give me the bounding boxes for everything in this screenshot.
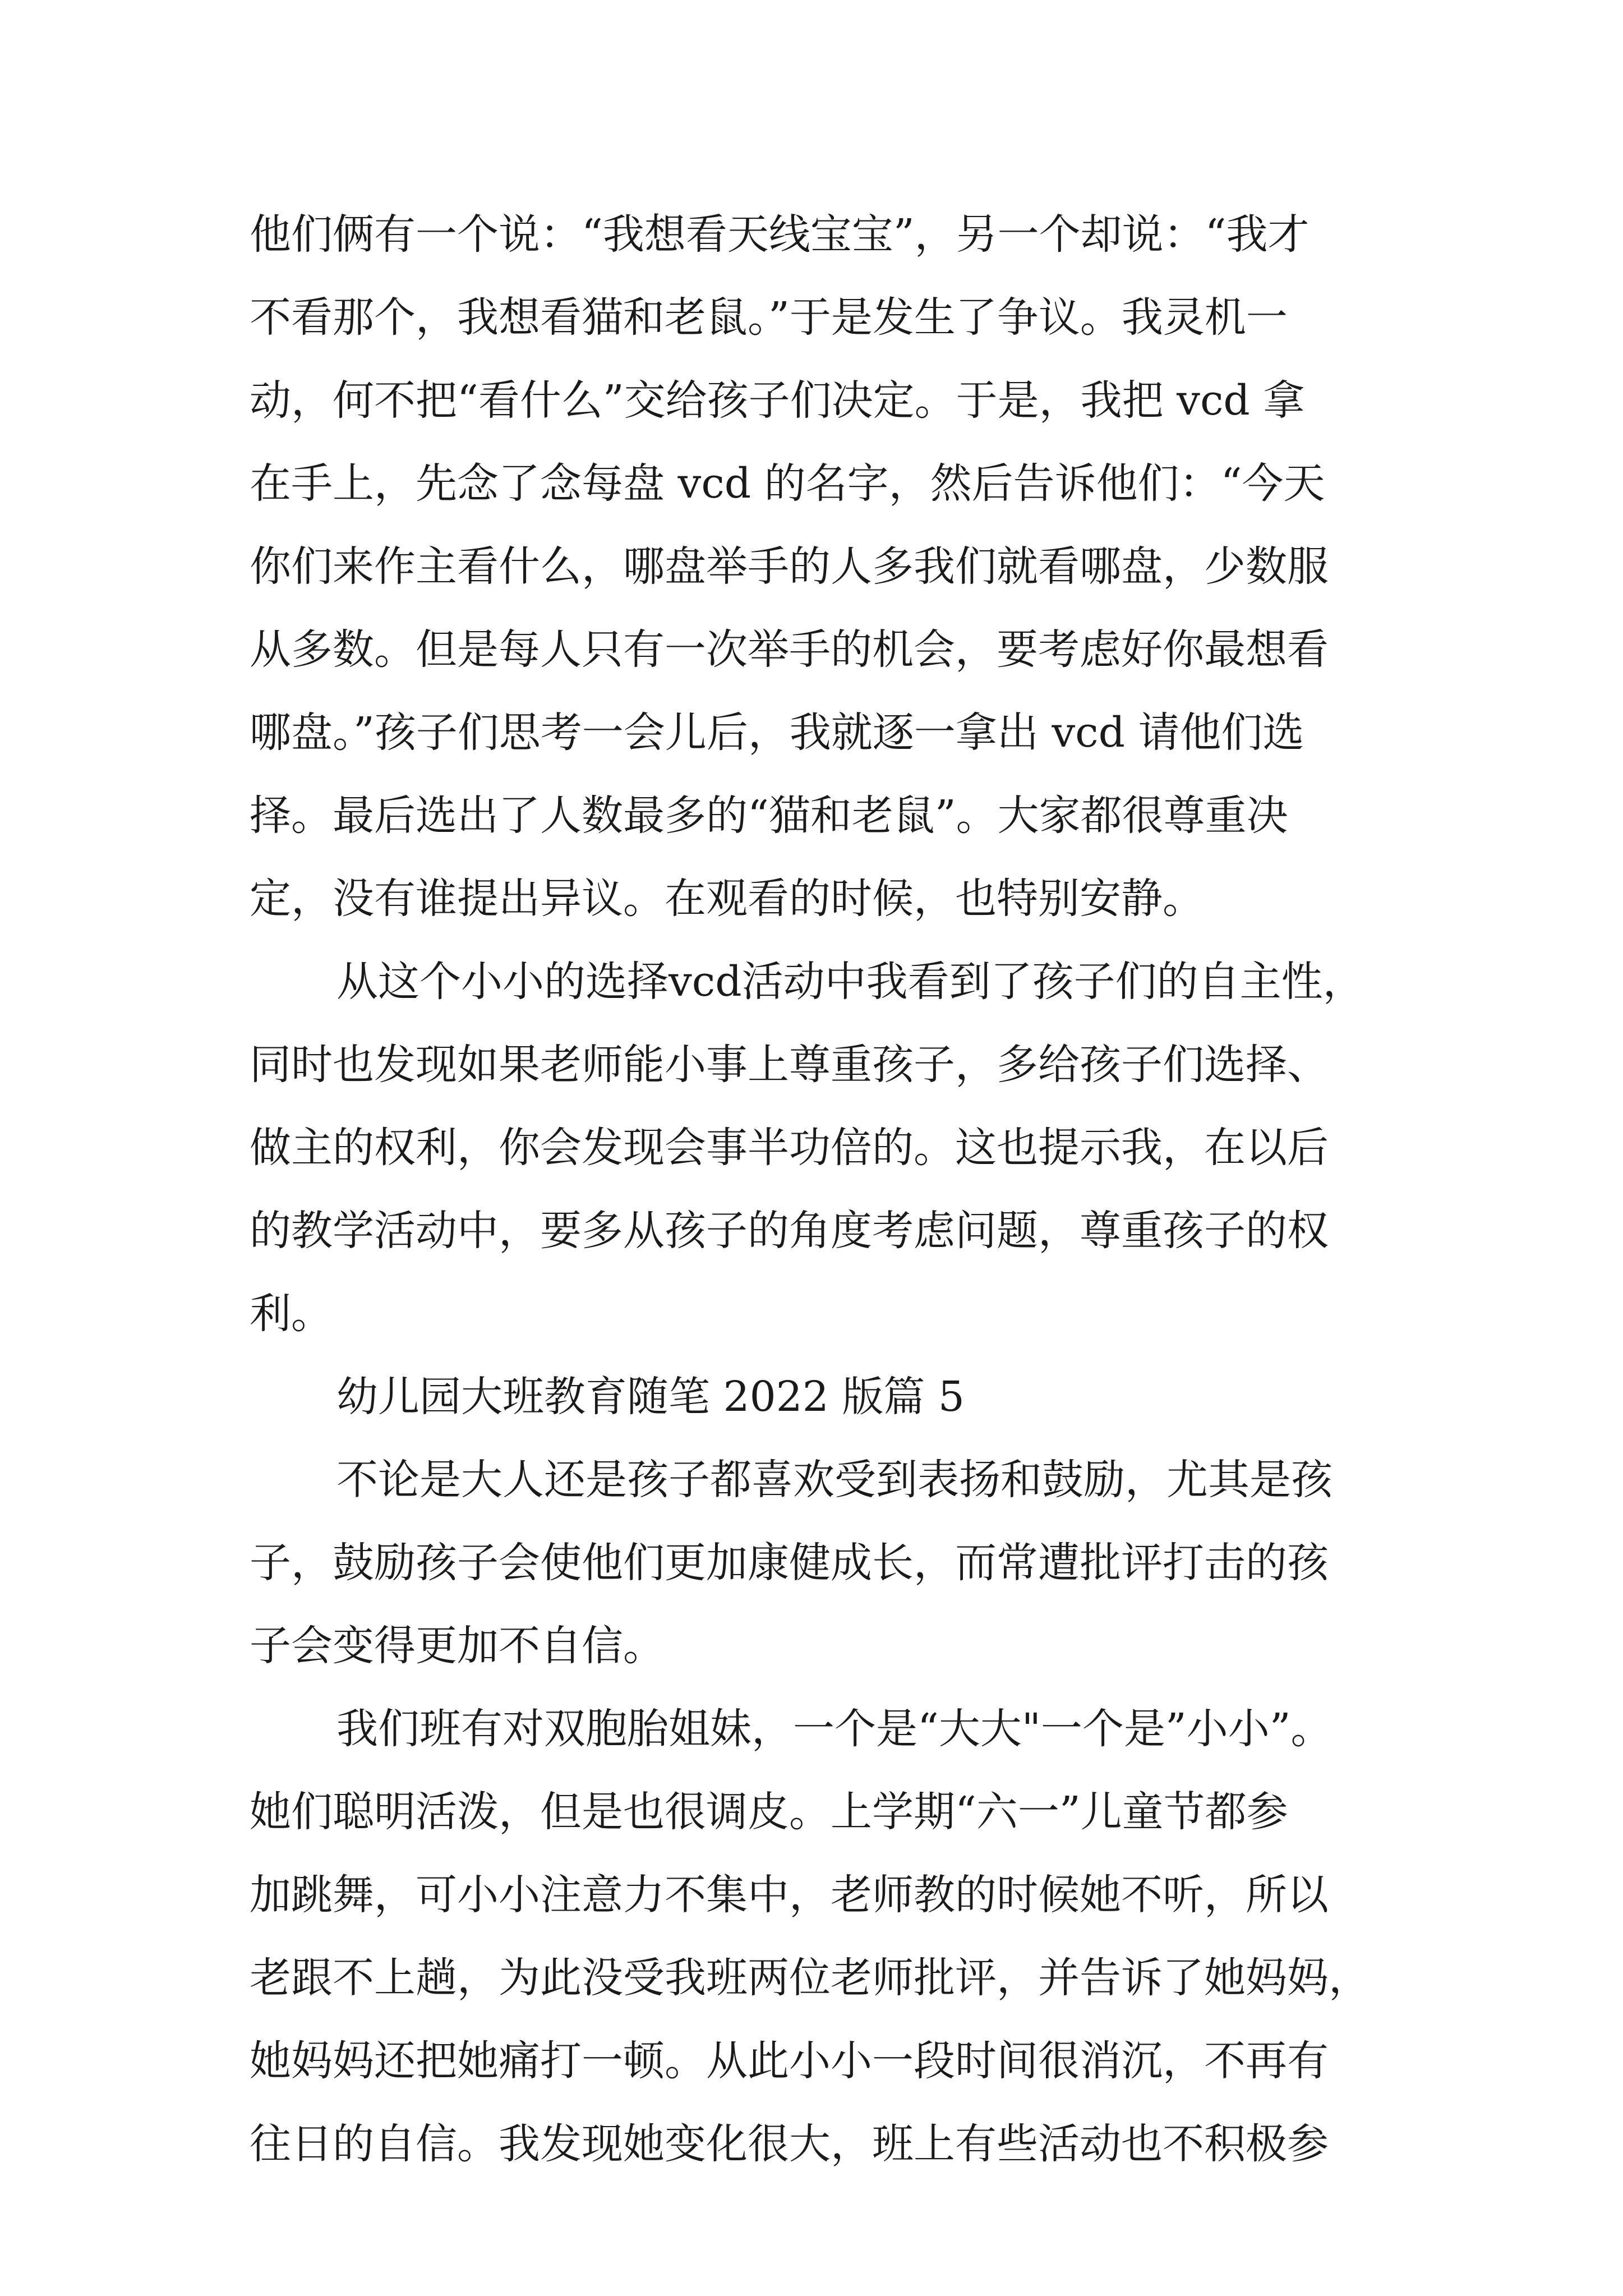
text-line: 她们聪明活泼，但是也很调皮。上学期“六一”儿童节都参 — [250, 1788, 1288, 1836]
text-line: 利。 — [250, 1290, 333, 1338]
text-line: 往日的自信。我发现她变化很大，班上有些活动也不积极参 — [250, 2120, 1329, 2168]
paragraph-first-line: 从这个小小的选择vcd活动中我看到了孩子们的自主性， — [336, 958, 1364, 1006]
text-line: 他们俩有一个说：“我想看天线宝宝”，另一个却说：“我才 — [250, 210, 1310, 259]
text-line: 她妈妈还把她痛打一顿。从此小小一段时间很消沉，不再有 — [250, 2037, 1329, 2085]
text-line: 加跳舞，可小小注意力不集中，老师教的时候她不听，所以 — [250, 1871, 1329, 1919]
text-line: 定，没有谁提出异议。在观看的时候，也特别安静。 — [250, 875, 1204, 923]
text-line: 在手上，先念了念每盘 vcd 的名字，然后告诉他们：“今天 — [250, 459, 1325, 508]
text-line: 同时也发现如果老师能小事上尊重孩子，多给孩子们选择、 — [250, 1041, 1329, 1089]
text-line: 子，鼓励孩子会使他们更加康健成长，而常遭批评打击的孩 — [250, 1539, 1329, 1587]
text-line: 择。最后选出了人数最多的“猫和老鼠”。大家都很尊重决 — [250, 792, 1288, 840]
text-line: 不看那个，我想看猫和老鼠。”于是发生了争议。我灵机一 — [250, 293, 1288, 342]
text-line: 动，何不把“看什么”交给孩子们决定。于是，我把 vcd 拿 — [250, 376, 1305, 425]
text-line: 你们来作主看什么，哪盘举手的人多我们就看哪盘，少数服 — [250, 542, 1329, 591]
paragraph-first-line: 我们班有对双胞胎姐妹，一个是“大大"一个是”小小”。 — [336, 1705, 1332, 1753]
paragraph-first-line: 不论是大人还是孩子都喜欢受到表扬和鼓励，尤其是孩 — [336, 1456, 1332, 1504]
text-line: 做主的权利，你会发现会事半功倍的。这也提示我，在以后 — [250, 1124, 1329, 1172]
section-heading: 幼儿园大班教育随笔 2022 版篇 5 — [336, 1373, 965, 1421]
text-line: 的教学活动中，要多从孩子的角度考虑问题，尊重孩子的权 — [250, 1207, 1329, 1255]
text-line: 哪盘。”孩子们思考一会儿后，我就逐一拿出 vcd 请他们选 — [250, 708, 1304, 757]
text-line: 子会变得更加不自信。 — [250, 1622, 665, 1670]
text-line: 从多数。但是每人只有一次举手的机会，要考虑好你最想看 — [250, 625, 1329, 674]
text-line: 老跟不上趟，为此没受我班两位老师批评，并告诉了她妈妈， — [250, 1954, 1370, 2002]
